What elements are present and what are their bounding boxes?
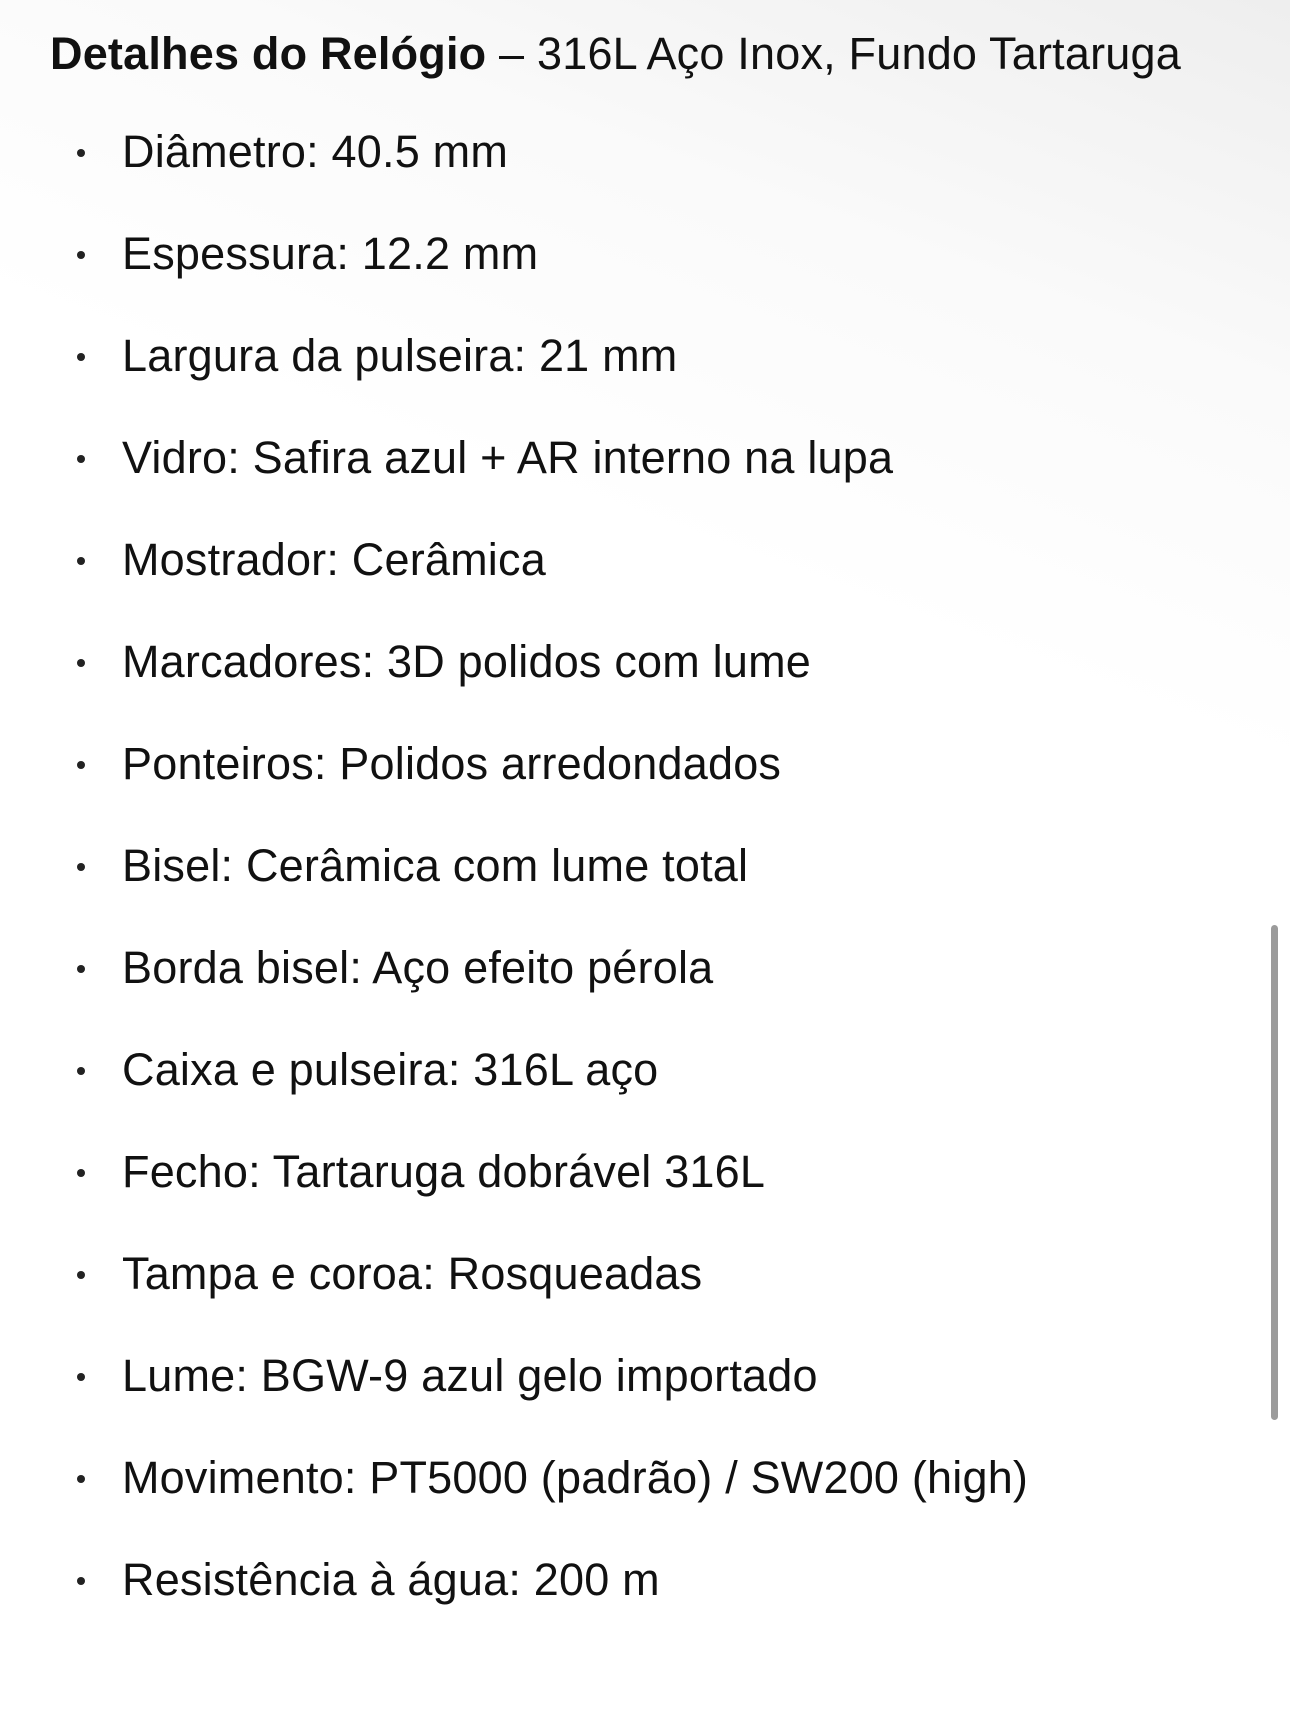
list-item-text: Movimento: PT5000 (padrão) / SW200 (high) [122,1452,1029,1503]
list-item [50,713,1230,815]
bullet-icon [77,557,85,565]
bullet-icon [77,1169,85,1177]
bullet-icon [77,1067,85,1075]
bullet-icon [77,1577,85,1585]
heading-rest: – 316L Aço Inox, Fundo Tartaruga [486,28,1181,79]
bullet-icon [77,455,85,463]
bullet-icon [77,965,85,973]
vertical-scrollbar[interactable] [1271,925,1278,1420]
list-item [50,1223,1230,1325]
list-item-text: Lume: BGW-9 azul gelo importado [122,1350,818,1401]
list-item-text: Largura da pulseira: 21 mm [122,330,678,381]
list-item-text: Tampa e coroa: Rosqueadas [122,1248,703,1299]
bullet-icon [77,1373,85,1381]
list-item [50,203,1230,305]
list-item-text: Fecho: Tartaruga dobrável 316L [122,1146,766,1197]
bullet-icon [77,353,85,361]
spec-list [50,101,1230,1631]
bullet-icon [77,1475,85,1483]
bullet-icon [77,863,85,871]
heading-bold: Detalhes do Relógio [50,28,487,79]
list-item [50,1121,1230,1223]
list-item [50,1019,1230,1121]
list-item [50,305,1230,407]
bullet-icon [77,659,85,667]
list-item-text: Caixa e pulseira: 316L aço [122,1044,659,1095]
list-item-text: Mostrador: Cerâmica [122,534,546,585]
bullet-icon [77,761,85,769]
list-item [50,1325,1230,1427]
list-item-text: Ponteiros: Polidos arredondados [122,738,782,789]
list-item-text: Bisel: Cerâmica com lume total [122,840,749,891]
list-item [50,509,1230,611]
list-item-text: Borda bisel: Aço efeito pérola [122,942,714,993]
document-heading [50,18,1230,89]
list-item-text: Espessura: 12.2 mm [122,228,539,279]
list-item [50,101,1230,203]
list-item [50,611,1230,713]
bullet-icon [77,1271,85,1279]
document-body [50,18,1230,1631]
list-item [50,407,1230,509]
list-item [50,917,1230,1019]
list-item [50,1427,1230,1529]
list-item-text: Marcadores: 3D polidos com lume [122,636,811,687]
bullet-icon [77,149,85,157]
list-item [50,1529,1230,1631]
list-item-text: Vidro: Safira azul + AR interno na lupa [122,432,894,483]
list-item [50,815,1230,917]
list-item-text: Resistência à água: 200 m [122,1554,660,1605]
bullet-icon [77,251,85,259]
list-item-text: Diâmetro: 40.5 mm [122,126,509,177]
